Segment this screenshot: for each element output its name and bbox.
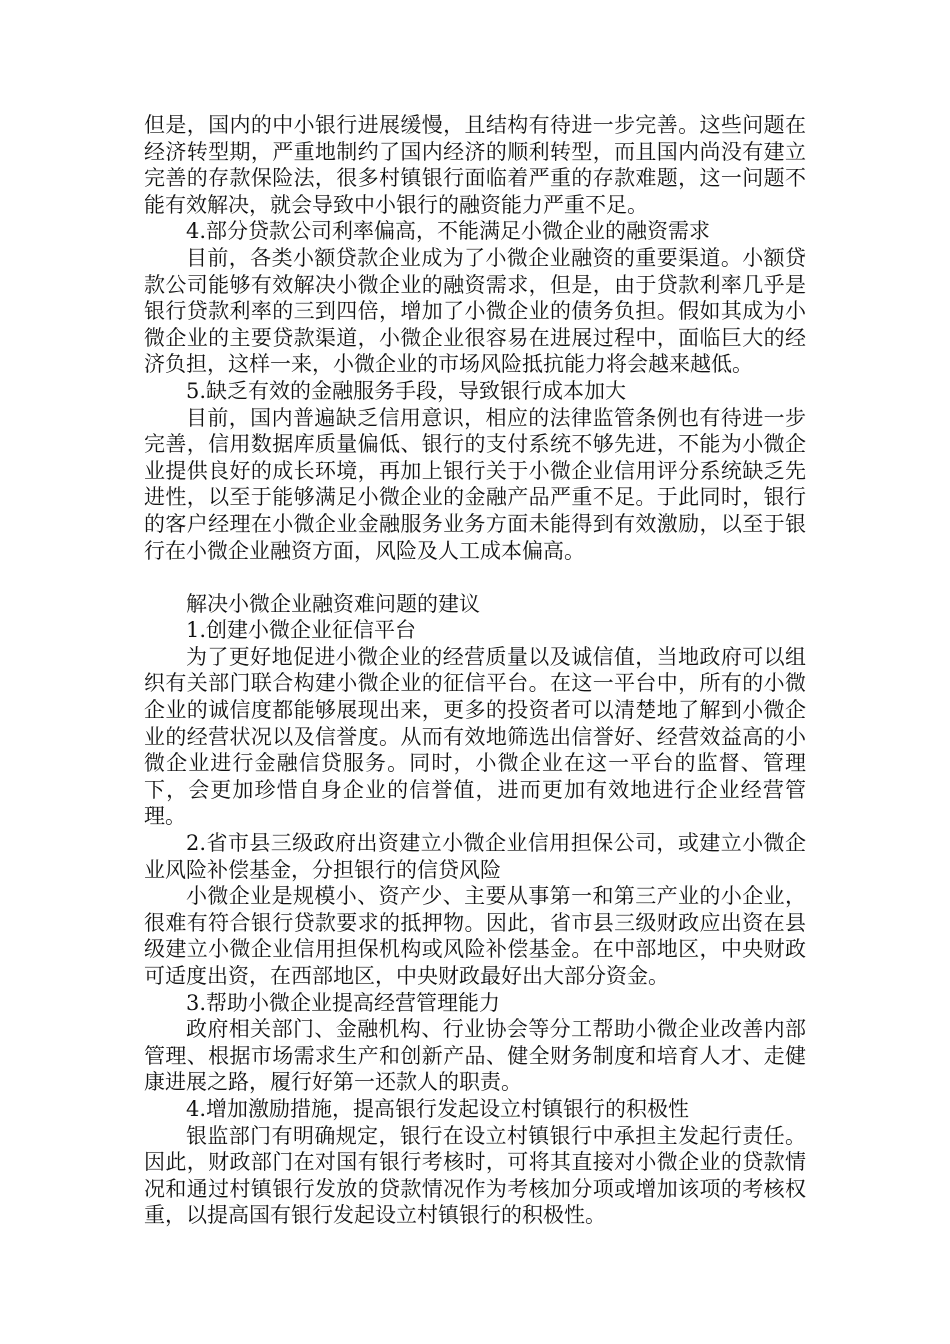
paragraph-body: 小微企业是规模小、资产少、主要从事第一和第三产业的小企业，很难有符合银行贷款要求的抵押物。因此，省市县三级财政应出资在县级建立小微企业信用担保机构或风险补偿基金。在中部地区，中央财政可适度出资，在西部地区，中央财政最好出大部分资金。	[144, 884, 806, 988]
paragraph-body: 目前，国内普遍缺乏信用意识，相应的法律监管条例也有待进一步完善，信用数据库质量偏低、银行的支付系统不够先进，不能为小微企业提供良好的成长环境，再加上银行关于小微企业信用评分系统缺乏先进性，以至于能够满足小微企业的金融产品严重不足。于此同时，银行的客户经理在小微企业金融服务业务方面未能得到有效激励，以至于银行在小微企业融资方面，风险及人工成本偏高。	[144, 405, 806, 563]
document-page	[144, 112, 806, 1229]
paragraph-body: 银监部门有明确规定，银行在设立村镇银行中承担主发起行责任。因此，财政部门在对国有银行考核时，可将其直接对小微企业的贷款情况和通过村镇银行发放的贷款情况作为考核加分项或增加该项的考核权重，以提高国有银行发起设立村镇银行的积极性。	[144, 1123, 806, 1228]
section-heading: 3.帮助小微企业提高经营管理能力	[186, 990, 501, 1015]
section-heading: 4.部分贷款公司利率偏高，不能满足小微企业的融资需求	[186, 219, 711, 244]
section-title: 解决小微企业融资难问题的建议	[186, 591, 480, 616]
paragraph-body: 目前，各类小额贷款企业成为了小微企业融资的重要渠道。小额贷款公司能够有效解决小微企业的融资需求，但是，由于贷款利率几乎是银行贷款利率的三到四倍，增加了小微企业的债务负担。假如其成为小微企业的主要贷款渠道，小微企业很容易在进展过程中，面临巨大的经济负担，这样一来，小微企业的市场风险抵抗能力将会越来越低。	[144, 245, 806, 377]
paragraph-body: 为了更好地促进小微企业的经营质量以及诚信值，当地政府可以组织有关部门联合构建小微企业的征信平台。在这一平台中，所有的小微企业的诚信度都能够展现出来，更多的投资者可以清楚地了解到小微企业的经营状况以及信誉度。从而有效地筛选出信誉好、经营效益高的小微企业进行金融信贷服务。同时，小微企业在这一平台的监督、管理下，会更加珍惜自身企业的信誉值，进而更加有效地进行企业经营管理。	[144, 644, 806, 829]
paragraph-body: 政府相关部门、金融机构、行业协会等分工帮助小微企业改善内部管理、根据市场需求生产和创新产品、健全财务制度和培育人才、走健康进展之路，履行好第一还款人的职责。	[144, 1017, 806, 1095]
section-heading: 1.创建小微企业征信平台	[186, 618, 417, 643]
section-heading: 2.省市县三级政府出资建立小微企业信用担保公司，或建立小微企业风险补偿基金，分担银行的信贷风险	[144, 831, 806, 882]
paragraph-body: 但是，国内的中小银行进展缓慢，且结构有待进一步完善。这些问题在经济转型期，严重地制约了国内经济的顺利转型，而且国内尚没有建立完善的存款保险法，很多村镇银行面临着严重的存款难题，这一问题不能有效解决，就会导致中小银行的融资能力严重不足。	[144, 113, 806, 217]
blank-line	[144, 564, 806, 591]
section-heading: 5.缺乏有效的金融服务手段，导致银行成本加大	[186, 378, 627, 403]
section-heading: 4.增加激励措施，提高银行发起设立村镇银行的积极性	[186, 1096, 690, 1121]
